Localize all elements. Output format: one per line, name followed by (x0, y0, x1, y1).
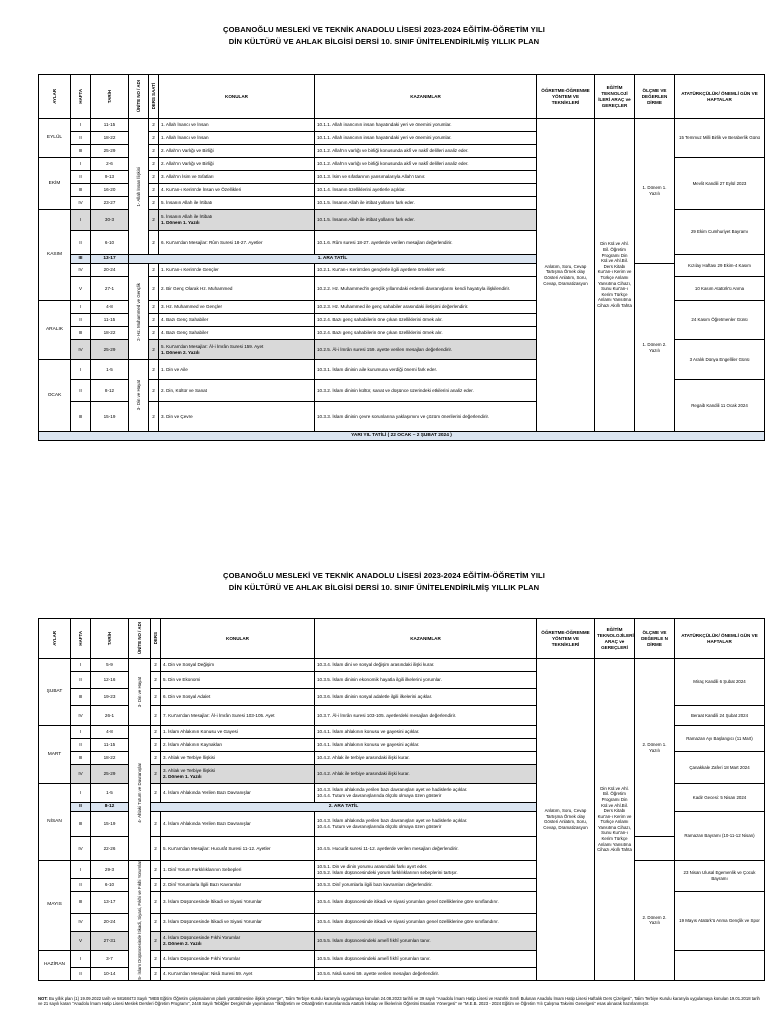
topic-cell: 4. Din ve Sosyal Değişim (161, 659, 315, 672)
outcome-cell: 10.5.4. İslam düşüncesinde itikadi ve siyasi yorumları genel özelliklerine göre sınıflandırır. (315, 913, 537, 931)
topic-cell: 2. Din, Kültür ve Sanat (159, 380, 315, 402)
date-cell: 25-29 (91, 340, 129, 360)
plan2-table (38, 618, 765, 981)
date-cell: 23-27 (91, 197, 129, 210)
method-cell: Anlatım, Soru, Cevap Tartışma Örnek olay Gösteri Anlatım, Soru, Cevap, Dramatizasyon (537, 119, 595, 432)
week-cell: IV (71, 264, 91, 277)
hours-cell: 2 (149, 231, 159, 255)
header-konular: KONULAR (161, 619, 315, 659)
topic-cell: 4. İslam Ahlakında Yerilen Bazı Davranışlar (161, 812, 315, 837)
date-cell: 26-1 (91, 706, 129, 726)
outcome-cell: 10.1.6. Rûm suresi 18-27. ayetlerde verilen mesajları değerlendirir. (315, 231, 537, 255)
outcome-cell: 10.4.1. İslam ahlakının konusu ve gayesini açıklar. (315, 726, 537, 739)
header-aylar: AYLAR (39, 75, 71, 119)
notable-days-cell: Kızılay Haftası 29 Ekim-4 Kasım (675, 255, 765, 277)
topic-cell: 7. Kur'an'dan Mesajlar: Âl-i İmrân Suresi 103-105. Ayet (161, 706, 315, 726)
table-row (39, 861, 765, 879)
hours-cell: 2 (149, 210, 159, 231)
date-cell: 5-9 (91, 659, 129, 672)
outcome-cell: 10.3.3. İslam dininin çevre sorunlarına yaklaşımını ve çözüm önerilerini değerlendirir. (315, 402, 537, 432)
date-cell: 6-10 (91, 231, 129, 255)
week-cell: III (71, 327, 91, 340)
outcome-cell: 10.1.5. İnsanın Allah ile irtibat yollarını fark eder. (315, 210, 537, 231)
outcome-cell: 10.3.5. İslam dininin ekonomik hayatla ilgili ilkelerini yorumlar. (315, 672, 537, 689)
notable-days-cell: Kadir Gecesi: 5 Nisan 2024 (675, 784, 765, 812)
topic-cell: 5. İnsanın Allah ile İrtibatı (159, 197, 315, 210)
week-cell: I (71, 360, 91, 380)
hours-cell: 2 (149, 301, 159, 314)
hours-cell: 2 (151, 706, 161, 726)
outcome-cell: 10.1.4. İnsanın özelliklerini ayetlerle açıklar. (315, 184, 537, 197)
hours-cell: 2 (149, 197, 159, 210)
week-cell: V (71, 277, 91, 301)
topic-cell: 3. Hz. Muhammed ve Gençler (159, 301, 315, 314)
hours-cell: 2 (149, 314, 159, 327)
topic-cell: 5. Kur'an'dan Mesajlar: Âl-i İmrân Suresi 159. Ayet 1. Dönem 2. Yazılı (159, 340, 315, 360)
unit-cell: 5- İslam Düşüncesinde İtikadi, Siyasi, Fıkhi ve Fıkhi Yorumlar (129, 861, 151, 981)
topic-cell: 3. Din ve Çevre (159, 402, 315, 432)
week-cell: III (71, 689, 91, 706)
week-cell: I (71, 210, 91, 231)
plan2-title-line2: DİN KÜLTÜRÜ VE AHLAK BİLGİSİ DERSİ 10. SINIF ÜNİTELENDİRİLMİŞ YILLIK PLAN (228, 583, 540, 592)
outcome-cell: 10.3.6. İslam dininin sosyal adaletle ilgili ilkelerini açıklar. (315, 689, 537, 706)
date-cell: 25-29 (91, 765, 129, 784)
topic-cell: 5. Din ve Ekonomi (161, 672, 315, 689)
week-cell: I (71, 950, 91, 967)
assessment-cell: 2. Dönem 1. Yazılı (635, 659, 675, 837)
topic-cell: 3. İslam Düşüncesinde İtikadi ve Siyasi Yorumlar (161, 913, 315, 931)
hours-cell: 2 (149, 340, 159, 360)
footnote-label: NOT: (38, 996, 48, 1001)
hours-cell: 2 (151, 739, 161, 752)
date-cell: 4-8 (91, 726, 129, 739)
notable-days-cell: 29 Ekim Cumhuriyet Bayramı (675, 210, 765, 255)
date-cell: 6-10 (91, 879, 129, 892)
plan1-title-line1: ÇOBANOĞLU MESLEKİ VE TEKNİK ANADOLU LİSESİ 2023-2024 EĞİTİM-ÖĞRETİM YILI (223, 25, 545, 34)
header-olcme: ÖLÇME VE DEĞERLE N DİRME (635, 619, 675, 659)
header-kazanimlar: KAZANIMLAR (315, 75, 537, 119)
topic-cell: 1. Dinî Yorum Farklılıklarının Sebepleri (161, 861, 315, 879)
topic-cell: 1. İslam Ahlakının Konusu ve Gayesi (161, 726, 315, 739)
hours-cell: 2 (151, 689, 161, 706)
topic-cell: 6. Din ve Sosyal Adalet (161, 689, 315, 706)
date-cell: 13-17 (91, 255, 129, 264)
outcome-cell: 10.1.3. İsim ve sıfatlarının yansımalarıyla Allah'ı tanır. (315, 171, 537, 184)
week-cell: I (71, 726, 91, 739)
month-cell: HAZİRAN (39, 950, 71, 980)
week-cell: II (71, 967, 91, 980)
topic-cell: 3. Ahlak ve Terbiye İlişkisi (161, 752, 315, 765)
notable-days-cell: Çanakkale Zaferi 18 Mart 2024 (675, 752, 765, 784)
date-cell: 11-15 (91, 739, 129, 752)
topic-cell: 4. Kur'an'dan Mesajlar: Nisâ Suresi 59. Ayet (161, 967, 315, 980)
outcome-cell: 10.3.4. İslam dini ve sosyal değişim arasındaki ilişki kurar. (315, 659, 537, 672)
topic-cell: 3. İslam Düşüncesinde İtikadi ve Siyasi Yorumlar (161, 892, 315, 914)
exam-label: 1. Dönem 2. Yazılı (161, 349, 200, 355)
outcome-cell: 10.2.5. Âl-i İmrân suresi 159. ayette verilen mesajları değerlendirir. (315, 340, 537, 360)
week-cell: IV (71, 340, 91, 360)
week-cell: II (71, 672, 91, 689)
hours-cell: 2 (149, 184, 159, 197)
month-cell: ŞUBAT (39, 659, 71, 726)
date-cell: 2-6 (91, 158, 129, 171)
break-label: 1. ARA TATİL (129, 255, 537, 264)
exam-label: 2. Dönem 2. Yazılı (163, 940, 202, 946)
topic-cell: 2. Allah'ın Varlığı ve Birliği (159, 158, 315, 171)
week-cell: III (71, 184, 91, 197)
week-cell: IV (71, 706, 91, 726)
week-cell: I (71, 659, 91, 672)
topic-cell: 1. Din ve Aile (159, 360, 315, 380)
unit-cell: 4- Ahlaki Tutum ve Davranışlar (129, 726, 151, 861)
hours-cell: 2 (149, 277, 159, 301)
outcome-cell: 10.2.3. Hz. Muhammed ile genç sahabiler arasındaki iletişimi değerlendirir. (315, 301, 537, 314)
topic-cell: 2. Bir Genç Olarak Hz. Muhammed (159, 277, 315, 301)
week-cell: IV (71, 765, 91, 784)
notable-days-cell: Ramazan Ayı Başlangıcı (11 Mart) (675, 726, 765, 752)
week-cell: II (71, 739, 91, 752)
date-cell: 27-31 (91, 931, 129, 950)
semester-break-label: YARI YIL TATİLİ ( 22 OCAK – 2 ŞUBAT 2024 ) (39, 432, 765, 441)
plan1-table (38, 74, 765, 441)
assessment-cell: 2. Dönem 2. Yazılı (635, 861, 675, 981)
hours-cell: 2 (151, 784, 161, 803)
hours-cell: 2 (149, 145, 159, 158)
outcome-cell: 10.2.1. Kur'an-ı Kerim'den gençlerle ilgili ayetlere örnekler verir. (315, 264, 537, 277)
header-unite: ÜNİTE NO / ADI (129, 75, 149, 119)
outcome-cell: 10.4.2. Ahlak ile terbiye arasındaki ilişki kurar. (315, 765, 537, 784)
outcome-cell: 10.5.3. Dinî yorumlarla ilgili bazı kavramları değerlendirir. (315, 879, 537, 892)
outcome-cell: 10.2.4. Bazı genç sahabilerin öne çıkan özelliklerini örnek alır. (315, 314, 537, 327)
date-cell: 1-5 (91, 784, 129, 803)
month-cell: ARALIK (39, 301, 71, 360)
date-cell: 18-22 (91, 132, 129, 145)
week-cell: II (71, 380, 91, 402)
date-cell: 19-23 (91, 689, 129, 706)
week-cell: III (71, 402, 91, 432)
date-cell: 20-24 (91, 913, 129, 931)
week-cell: I (71, 784, 91, 803)
topic-cell: 1. Allah İnancı ve İnsan (159, 119, 315, 132)
notable-days-cell: 24 Kasım Öğretmenler Günü (675, 301, 765, 340)
hours-cell: 2 (151, 765, 161, 784)
break-label: 2. ARA TATİL (151, 803, 537, 812)
header-ders-saati: DERS SAATİ (149, 75, 159, 119)
hours-cell: 2 (149, 380, 159, 402)
month-cell: MAYIS (39, 861, 71, 951)
topic-cell: 2. Allah'ın Varlığı ve Birliği (159, 145, 315, 158)
week-cell: II (71, 171, 91, 184)
week-cell: IV (71, 837, 91, 861)
hours-cell: 2 (151, 931, 161, 950)
unit-cell: 2- Hz. Muhammed ve Gençlik (129, 264, 149, 360)
outcome-cell: 10.1.2. Allah'ın varlığı ve birliği konusunda aklî ve naklî delilleri analiz eder. (315, 158, 537, 171)
assessment-cell: 1. Dönem 2. Yazılı (635, 264, 675, 432)
notable-days-cell (675, 950, 765, 980)
plan2-header-row (39, 619, 765, 659)
month-cell: EKİM (39, 158, 71, 210)
exam-label: 2. Dönem 1. Yazılı (163, 774, 202, 779)
plan1-header-row (39, 75, 765, 119)
date-cell: 11-15 (91, 314, 129, 327)
date-cell: 20-24 (91, 264, 129, 277)
outcome-cell: 10.5.4. İslam düşüncesinde itikadi ve siyasi yorumları genel özelliklerine göre sınıflandırır. (315, 892, 537, 914)
date-cell: 11-15 (91, 119, 129, 132)
outcome-cell: 10.3.7. Âl-i İmrân suresi 103-105. ayetlerdeki mesajları değerlendirir. (315, 706, 537, 726)
hours-cell: 2 (151, 967, 161, 980)
header-hafta: HAFTA (71, 75, 91, 119)
week-cell: I (71, 861, 91, 879)
month-cell: MART (39, 726, 71, 784)
header-hafta: HAFTA (71, 619, 91, 659)
plan2-title-line1: ÇOBANOĞLU MESLEKİ VE TEKNİK ANADOLU LİSESİ 2023-2024 EĞİTİM-ÖĞRETİM YILI (223, 571, 545, 580)
outcome-cell: 10.4.5. Hucurât suresi 11-12. ayetlerde verilen mesajları değerlendirir. (315, 837, 537, 861)
outcome-cell: 10.1.1. Allah inancının insan hayatındaki yeri ve önemini yorumlar. (315, 132, 537, 145)
unit-cell: 3- Din ve Hayat (129, 659, 151, 726)
hours-cell: 2 (149, 171, 159, 184)
header-aylar: AYLAR (39, 619, 71, 659)
topic-cell: 3. Ahlak ve Terbiye İlişkisi 2. Dönem 1. Yazılı (161, 765, 315, 784)
outcome-cell: 10.4.2. Ahlak ile terbiye arasındaki ilişki kurar. (315, 752, 537, 765)
date-cell: 3-7 (91, 950, 129, 967)
tools-cell: Din Kül.ve Ahl. Bil. Öğretim Programı Din Kül.ve Ahl.Bil. Ders Kitabı Kur'an-ı Kerim ve Türkçe Anlamı Yansıtma Cihazı, Sunu Kur'an-ı Kerim Türkçe Anlamı Yansıtma Cihazı Akıllı Tahta (595, 119, 635, 432)
header-arac: EĞİTİM TEKNOLOJİLERİ ARAÇ ve GEREÇLERİ (595, 619, 635, 659)
table-row (39, 119, 765, 132)
topic-cell: 4. Bazı Genç Sahabiler (159, 327, 315, 340)
outcome-cell: 10.5.6. Nisâ suresi 59. ayette verilen mesajları değerlendirir. (315, 967, 537, 980)
header-kazanimlar: KAZANIMLAR (315, 619, 537, 659)
header-ders-saati: DERS (151, 619, 161, 659)
week-cell: I (71, 158, 91, 171)
hours-cell: 2 (151, 892, 161, 914)
assessment-cell: 1. Dönem 1. Yazılı (635, 119, 675, 264)
header-olcme: ÖLÇME VE DEĞERLEN DİRME (635, 75, 675, 119)
exam-label: 1. Dönem 1. Yazılı (161, 220, 200, 225)
header-yontem: ÖĞRETME-ÖĞRENME YÖNTEM VE TEKNİKLERİ (537, 619, 595, 659)
topic-cell: 3. Allah'ın İsim ve Sıfatları (159, 171, 315, 184)
notable-days-cell: 19 Mayıs Atatürk'ü Anma Gençlik ve Spor (675, 892, 765, 951)
outcome-cell: 10.5.5. İslam düşüncesindeki amelî fıkhî yorumları tanır. (315, 931, 537, 950)
notable-days-cell: Mevlit Kandili 27 Eylül 2023 (675, 158, 765, 210)
hours-cell: 2 (151, 950, 161, 967)
topic-cell: 5. Kur'an'dan Mesajlar: Hucurât Suresi 11-12. Ayetler (161, 837, 315, 861)
topic-cell: 6. Kur'an'dan Mesajlar: Rûm Suresi 18-27. Ayetler (159, 231, 315, 255)
date-cell: 8-12 (91, 803, 129, 812)
notable-days-cell: 15 Temmuz Milli Birlik ve Beraberlik Günü (675, 119, 765, 158)
hours-cell: 2 (151, 879, 161, 892)
topic-cell: 5. İnsanın Allah ile İrtibatı 1. Dönem 1. Yazılı (159, 210, 315, 231)
date-cell: 16-20 (91, 184, 129, 197)
topic-cell: 4. İslam Düşüncesinde Fıkhi Yorumlar 2. Dönem 2. Yazılı (161, 931, 315, 950)
week-cell: I (71, 301, 91, 314)
header-yontem: ÖĞRETME-ÖĞRENME YÖNTEM VE TEKNİKLERİ (537, 75, 595, 119)
unit-cell: 1- Allah İnsan İlişkisi (129, 119, 149, 255)
topic-cell: 4. Bazı Genç Sahabiler (159, 314, 315, 327)
date-cell: 4-8 (91, 301, 129, 314)
date-cell: 18-22 (91, 752, 129, 765)
outcome-cell: 10.2.2. Hz. Muhammed'in gençlik yıllarındaki erdemli davranışlarını kendi hayatıyla ilişkilendirir. (315, 277, 537, 301)
date-cell: 15-19 (91, 402, 129, 432)
week-cell: V (71, 931, 91, 950)
header-tarih: TARİH (91, 75, 129, 119)
hours-cell: 2 (149, 264, 159, 277)
week-cell: I (71, 119, 91, 132)
hours-cell: 2 (149, 327, 159, 340)
topic-cell: 1. Allah İnancı ve İnsan (159, 132, 315, 145)
hours-cell: 2 (149, 402, 159, 432)
outcome-cell: 10.3.2. İslam dininin kültür, sanat ve düşünce üzerindeki etkilerini analiz eder. (315, 380, 537, 402)
week-cell: III (71, 812, 91, 837)
week-cell: II (71, 314, 91, 327)
date-cell: 15-19 (91, 812, 129, 837)
hours-cell: 2 (149, 119, 159, 132)
date-cell: 25-29 (91, 145, 129, 158)
plan1-title-line2: DİN KÜLTÜRÜ VE AHLAK BİLGİSİ DERSİ 10. SINIF ÜNİTELENDİRİLMİŞ YILLIK PLAN (228, 37, 540, 46)
outcome-cell: 10.2.4. Bazı genç sahabilerin öne çıkan özelliklerini örnek alır. (315, 327, 537, 340)
topic-cell: 2. İslam Ahlakının Kaynakları (161, 739, 315, 752)
hours-cell: 2 (151, 913, 161, 931)
outcome-cell: 10.4.3. İslam ahlakında yerilen bazı davranışları ayet ve hadislerle açıklar. 10.4.4. Tutum ve davranışlarında ölçülü olmaya özen gösterir (315, 784, 537, 803)
week-cell: II (71, 231, 91, 255)
table-row (39, 659, 765, 672)
notable-days-cell: Beraat Kandili 24 Şubat 2024 (675, 706, 765, 726)
week-cell: III (71, 145, 91, 158)
footnote-text: Bu yıllık plan (1) 19.09.2022 tarih ve 58168473 Sayılı "MEB Eğitim Öğretim çalışmalarının planlı yürütülmesine ilişkin yönerge", Talim Terbiye Kurulu kararıyla uygulamaya konulan 24.08.2023 tarihli ve 39 sayılı "Anadolu İmam Hatip Lisesi ve Hazırlık Sınıfı Bulunan Anadolu İmam Hatip Lisesi Haftalık Ders Çizelgesi", Talim Terbiye Kurulu kararıyla uygulamaya konulan 19.01.2018 tarih ve 21 sayılı kararı "Anadolu İmam Hatip Lisesi Meslek Dersleri Öğretim Programı", 2448 Sayılı Tebliğler Dergisi'nde yayımlanan "İlköğretim ve Ortaöğretim Kurumlarında Atatürk İnkılap ve İlkelerinin Öğretimi Esasları Yönergesi" ve "M.E.B. 2023 - 2024 Eğitim ve Öğretim Yılı Çalışma Takvimi Genelgesi" esas alınarak hazırlanmıştır. (38, 996, 760, 1007)
week-cell: IV (71, 913, 91, 931)
date-cell: 27-1 (91, 277, 129, 301)
week-cell: IV (71, 197, 91, 210)
break-row (39, 432, 765, 441)
date-cell: 30-3 (91, 210, 129, 231)
header-ataturk: ATATÜRKÇÜLÜK/ ÖNEMLİ GÜN VE HAFTALAR (675, 75, 765, 119)
date-cell: 29-3 (91, 861, 129, 879)
hours-cell: 2 (151, 752, 161, 765)
week-cell: II (71, 803, 91, 812)
hours-cell: 2 (151, 672, 161, 689)
outcome-cell: 10.5.5. İslam düşüncesindeki amelî fıkhî yorumları tanır. (315, 950, 537, 967)
topic-cell: 2. Dinî Yorumlarla İlgili Bazı Kavramlar (161, 879, 315, 892)
topic-cell: 4. İslam Ahlakında Yerilen Bazı Davranışlar (161, 784, 315, 803)
date-cell: 22-26 (91, 837, 129, 861)
topic-cell: 1. Kur'an-ı Kerim'de Gençler (159, 264, 315, 277)
date-cell: 12-16 (91, 672, 129, 689)
outcome-cell: 10.1.2. Allah'ın varlığı ve birliği konusunda aklî ve naklî delilleri analiz eder. (315, 145, 537, 158)
tools-cell: Din Kül.ve Ahl. Bil. Öğretim Programı Din Kül.ve Ahl.Bil. Ders Kitabı Kur'an-ı Kerim ve Türkçe Anlamı Yansıtma Cihazı, Sunu Kur'an-ı Kerim Türkçe Anlamı Yansıtma Cihazı Akıllı Tahta (595, 659, 635, 981)
outcome-cell: 10.1.1. Allah inancının insan hayatındaki yeri ve önemini yorumlar. (315, 119, 537, 132)
topic-cell: 4. İslam Düşüncesinde Fıkhi Yorumlar (161, 950, 315, 967)
week-cell: III (71, 752, 91, 765)
date-cell: 8-12 (91, 380, 129, 402)
outcome-cell: 10.3.1. İslam dininin aile kurumuna verdiği önemi fark eder. (315, 360, 537, 380)
header-unite: ÜNİTE NO / ADI (129, 619, 151, 659)
hours-cell: 2 (149, 132, 159, 145)
date-cell: 10-14 (91, 967, 129, 980)
notable-days-cell: 10 Kasım Atatürk'ü Anma (675, 277, 765, 301)
month-cell: NİSAN (39, 784, 71, 861)
unit-cell: 3- Din ve Hayat (129, 360, 149, 432)
header-arac: EĞİTİM TEKNOLOJİ İLERİ ARAÇ ve GEREÇLER (595, 75, 635, 119)
outcome-cell: 10.5.1. Din ve dinin yorumu arasındaki farkı ayırt eder. 10.5.2. İslam düşüncesindeki yorum farklılıklarının sebeplerini tartışır. (315, 861, 537, 879)
hours-cell: 2 (149, 360, 159, 380)
month-cell: EYLÜL (39, 119, 71, 158)
hours-cell: 2 (151, 861, 161, 879)
header-ataturk: ATATÜRKÇÜLÜK/ ÖNEMLİ GÜN VE HAFTALAR (675, 619, 765, 659)
month-cell: KASIM (39, 210, 71, 301)
date-cell: 13-17 (91, 892, 129, 914)
notable-days-cell: Ramazan Bayramı (10-11-12 Nisan) (675, 812, 765, 861)
table-row (39, 264, 765, 277)
week-cell: III (71, 892, 91, 914)
footnote (38, 996, 764, 1007)
date-cell: 1-5 (91, 360, 129, 380)
header-konular: KONULAR (159, 75, 315, 119)
hours-cell: 2 (151, 812, 161, 837)
notable-days-cell: Regaib Kandili 11 Ocak 2024 (675, 380, 765, 432)
notable-days-cell: 3 Aralık Dünya Engelliler Günü (675, 340, 765, 380)
topic-cell: 4. Kur'an-ı Kerim'de İnsan ve Özellikleri (159, 184, 315, 197)
week-cell: III (71, 255, 91, 264)
outcome-cell: 10.1.5. İnsanın Allah ile irtibat yollarını fark eder. (315, 197, 537, 210)
hours-cell: 2 (151, 837, 161, 861)
outcome-cell: 10.4.3. İslam ahlakında yerilen bazı davranışları ayet ve hadislerle açıklar. 10.4.4. Tutum ve davranışlarında ölçülü olmaya özen gösterir (315, 812, 537, 837)
month-cell: OCAK (39, 360, 71, 432)
notable-days-cell: 23 Nisan Ulusal Egemenlik ve Çocuk Bayramı (675, 861, 765, 892)
date-cell: 18-22 (91, 327, 129, 340)
notable-days-cell: Miraç Kandili 6 Şubat 2024 (675, 659, 765, 706)
method-cell: Anlatım, Soru, Cevap Tartışma Örnek olay Gösteri Anlatım, Soru, Cevap, Dramatizasyon (537, 659, 595, 981)
hours-cell: 2 (149, 158, 159, 171)
hours-cell: 2 (151, 726, 161, 739)
header-tarih: TARİH (91, 619, 129, 659)
week-cell: II (71, 879, 91, 892)
hours-cell: 2 (151, 659, 161, 672)
week-cell: II (71, 132, 91, 145)
date-cell: 9-13 (91, 171, 129, 184)
outcome-cell: 10.4.1. İslam ahlakının konusu ve gayesini açıklar. (315, 739, 537, 752)
